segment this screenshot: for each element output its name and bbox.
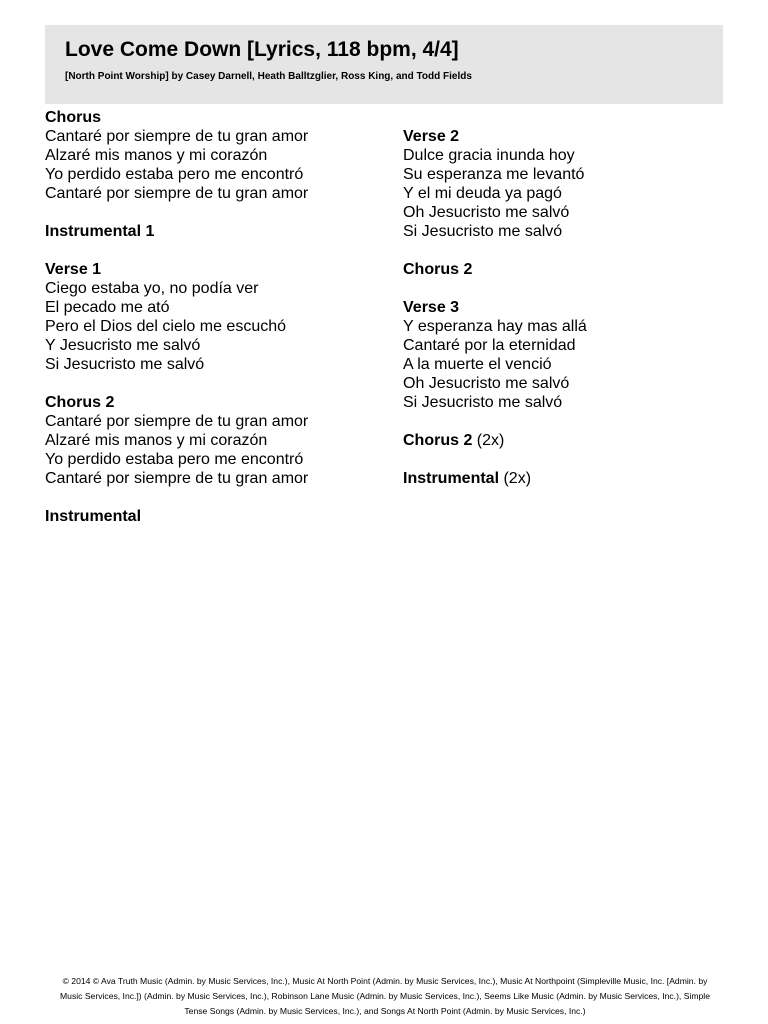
lyric-line: Y esperanza hay mas allá xyxy=(403,318,587,335)
lyrics-section xyxy=(45,507,385,526)
lyric-line: Si Jesucristo me salvó xyxy=(403,223,563,240)
section-title xyxy=(45,393,385,412)
section-title xyxy=(45,222,385,241)
lyric-line: Cantaré por la eternidad xyxy=(403,337,576,354)
section-title xyxy=(403,127,733,146)
section-title xyxy=(45,260,385,279)
lyrics-section xyxy=(403,431,733,450)
section-title-text: Verse 3 xyxy=(403,299,460,316)
section-title-text: Instrumental 1 xyxy=(45,223,155,240)
lyrics-section xyxy=(45,108,385,203)
section-title-text: Chorus xyxy=(45,109,101,126)
lyrics-right-column xyxy=(403,108,733,507)
section-title-text: Verse 2 xyxy=(403,128,460,145)
lyric-line: A la muerte el venció xyxy=(403,356,552,373)
section-title-text: Instrumental xyxy=(45,508,142,525)
lyrics-section xyxy=(45,260,385,374)
section-title xyxy=(403,260,733,279)
section-title-text: Instrumental xyxy=(403,470,500,487)
lyric-line: Cantaré por siempre de tu gran amor xyxy=(45,128,309,145)
lyrics-section xyxy=(403,260,733,279)
lyric-line: Su esperanza me levantó xyxy=(403,166,585,183)
lyric-line: Cantaré por siempre de tu gran amor xyxy=(45,470,309,487)
section-title-text: Chorus 2 xyxy=(45,394,115,411)
section-repeat-note: (2x) xyxy=(472,432,505,449)
lyric-line: Yo perdido estaba pero me encontró xyxy=(45,451,304,468)
section-repeat-note: (2x) xyxy=(499,470,532,487)
lyric-line: Oh Jesucristo me salvó xyxy=(403,375,570,392)
lyric-line: Pero el Dios del cielo me escuchó xyxy=(45,318,287,335)
section-title-text: Chorus 2 xyxy=(403,261,473,278)
lyrics-section xyxy=(403,469,733,488)
lyric-line: Y Jesucristo me salvó xyxy=(45,337,201,354)
section-title xyxy=(45,108,385,127)
section-title xyxy=(403,469,733,488)
lyric-line: Oh Jesucristo me salvó xyxy=(403,204,570,221)
section-title-text: Chorus 2 xyxy=(403,432,473,449)
lyrics-section xyxy=(403,298,733,412)
section-title-text: Verse 1 xyxy=(45,261,102,278)
copyright-footer: © 2014 © Ava Truth Music (Admin. by Music Services, Inc.), Music At North Point (Admin. by Music Services, Inc.), Music At Northpoint (Simpleville Music, Inc. [Admin. by Music Services, Inc.]) (Admin. by Music Services, Inc.), Robinson Lane Music (Admin. by Music Services, Inc.), Seems Like Music (Admin. by Music Services, Inc.), Simple Tense Songs (Admin. by Music Services, Inc.), and Songs At North Point (Admin. by Music Services, Inc.) xyxy=(60,976,710,1016)
lyric-line: Ciego estaba yo, no podía ver xyxy=(45,280,259,297)
lyric-line: Si Jesucristo me salvó xyxy=(45,356,205,373)
lyric-line: Alzaré mis manos y mi corazón xyxy=(45,432,268,449)
lyric-line: Cantaré por siempre de tu gran amor xyxy=(45,185,309,202)
lyric-line: Alzaré mis manos y mi corazón xyxy=(45,147,268,164)
lyric-line: Dulce gracia inunda hoy xyxy=(403,147,575,164)
lyric-line: El pecado me ató xyxy=(45,299,170,316)
lyric-line: Si Jesucristo me salvó xyxy=(403,394,563,411)
lyric-line: Cantaré por siempre de tu gran amor xyxy=(45,413,309,430)
lyric-line: Y el mi deuda ya pagó xyxy=(403,185,562,202)
section-title xyxy=(45,507,385,526)
song-header xyxy=(45,25,723,104)
lyrics-section xyxy=(45,222,385,241)
section-title xyxy=(403,298,733,317)
song-authors: [North Point Worship] by Casey Darnell, Heath Balltzglier, Ross King, and Todd Fields xyxy=(65,71,472,82)
song-title: Love Come Down [Lyrics, 118 bpm, 4/4] xyxy=(65,38,459,61)
lyrics-section xyxy=(45,393,385,488)
lyric-line: Yo perdido estaba pero me encontró xyxy=(45,166,304,183)
lyrics-left-column xyxy=(45,108,385,545)
lyrics-section xyxy=(403,127,733,241)
section-title xyxy=(403,431,733,450)
